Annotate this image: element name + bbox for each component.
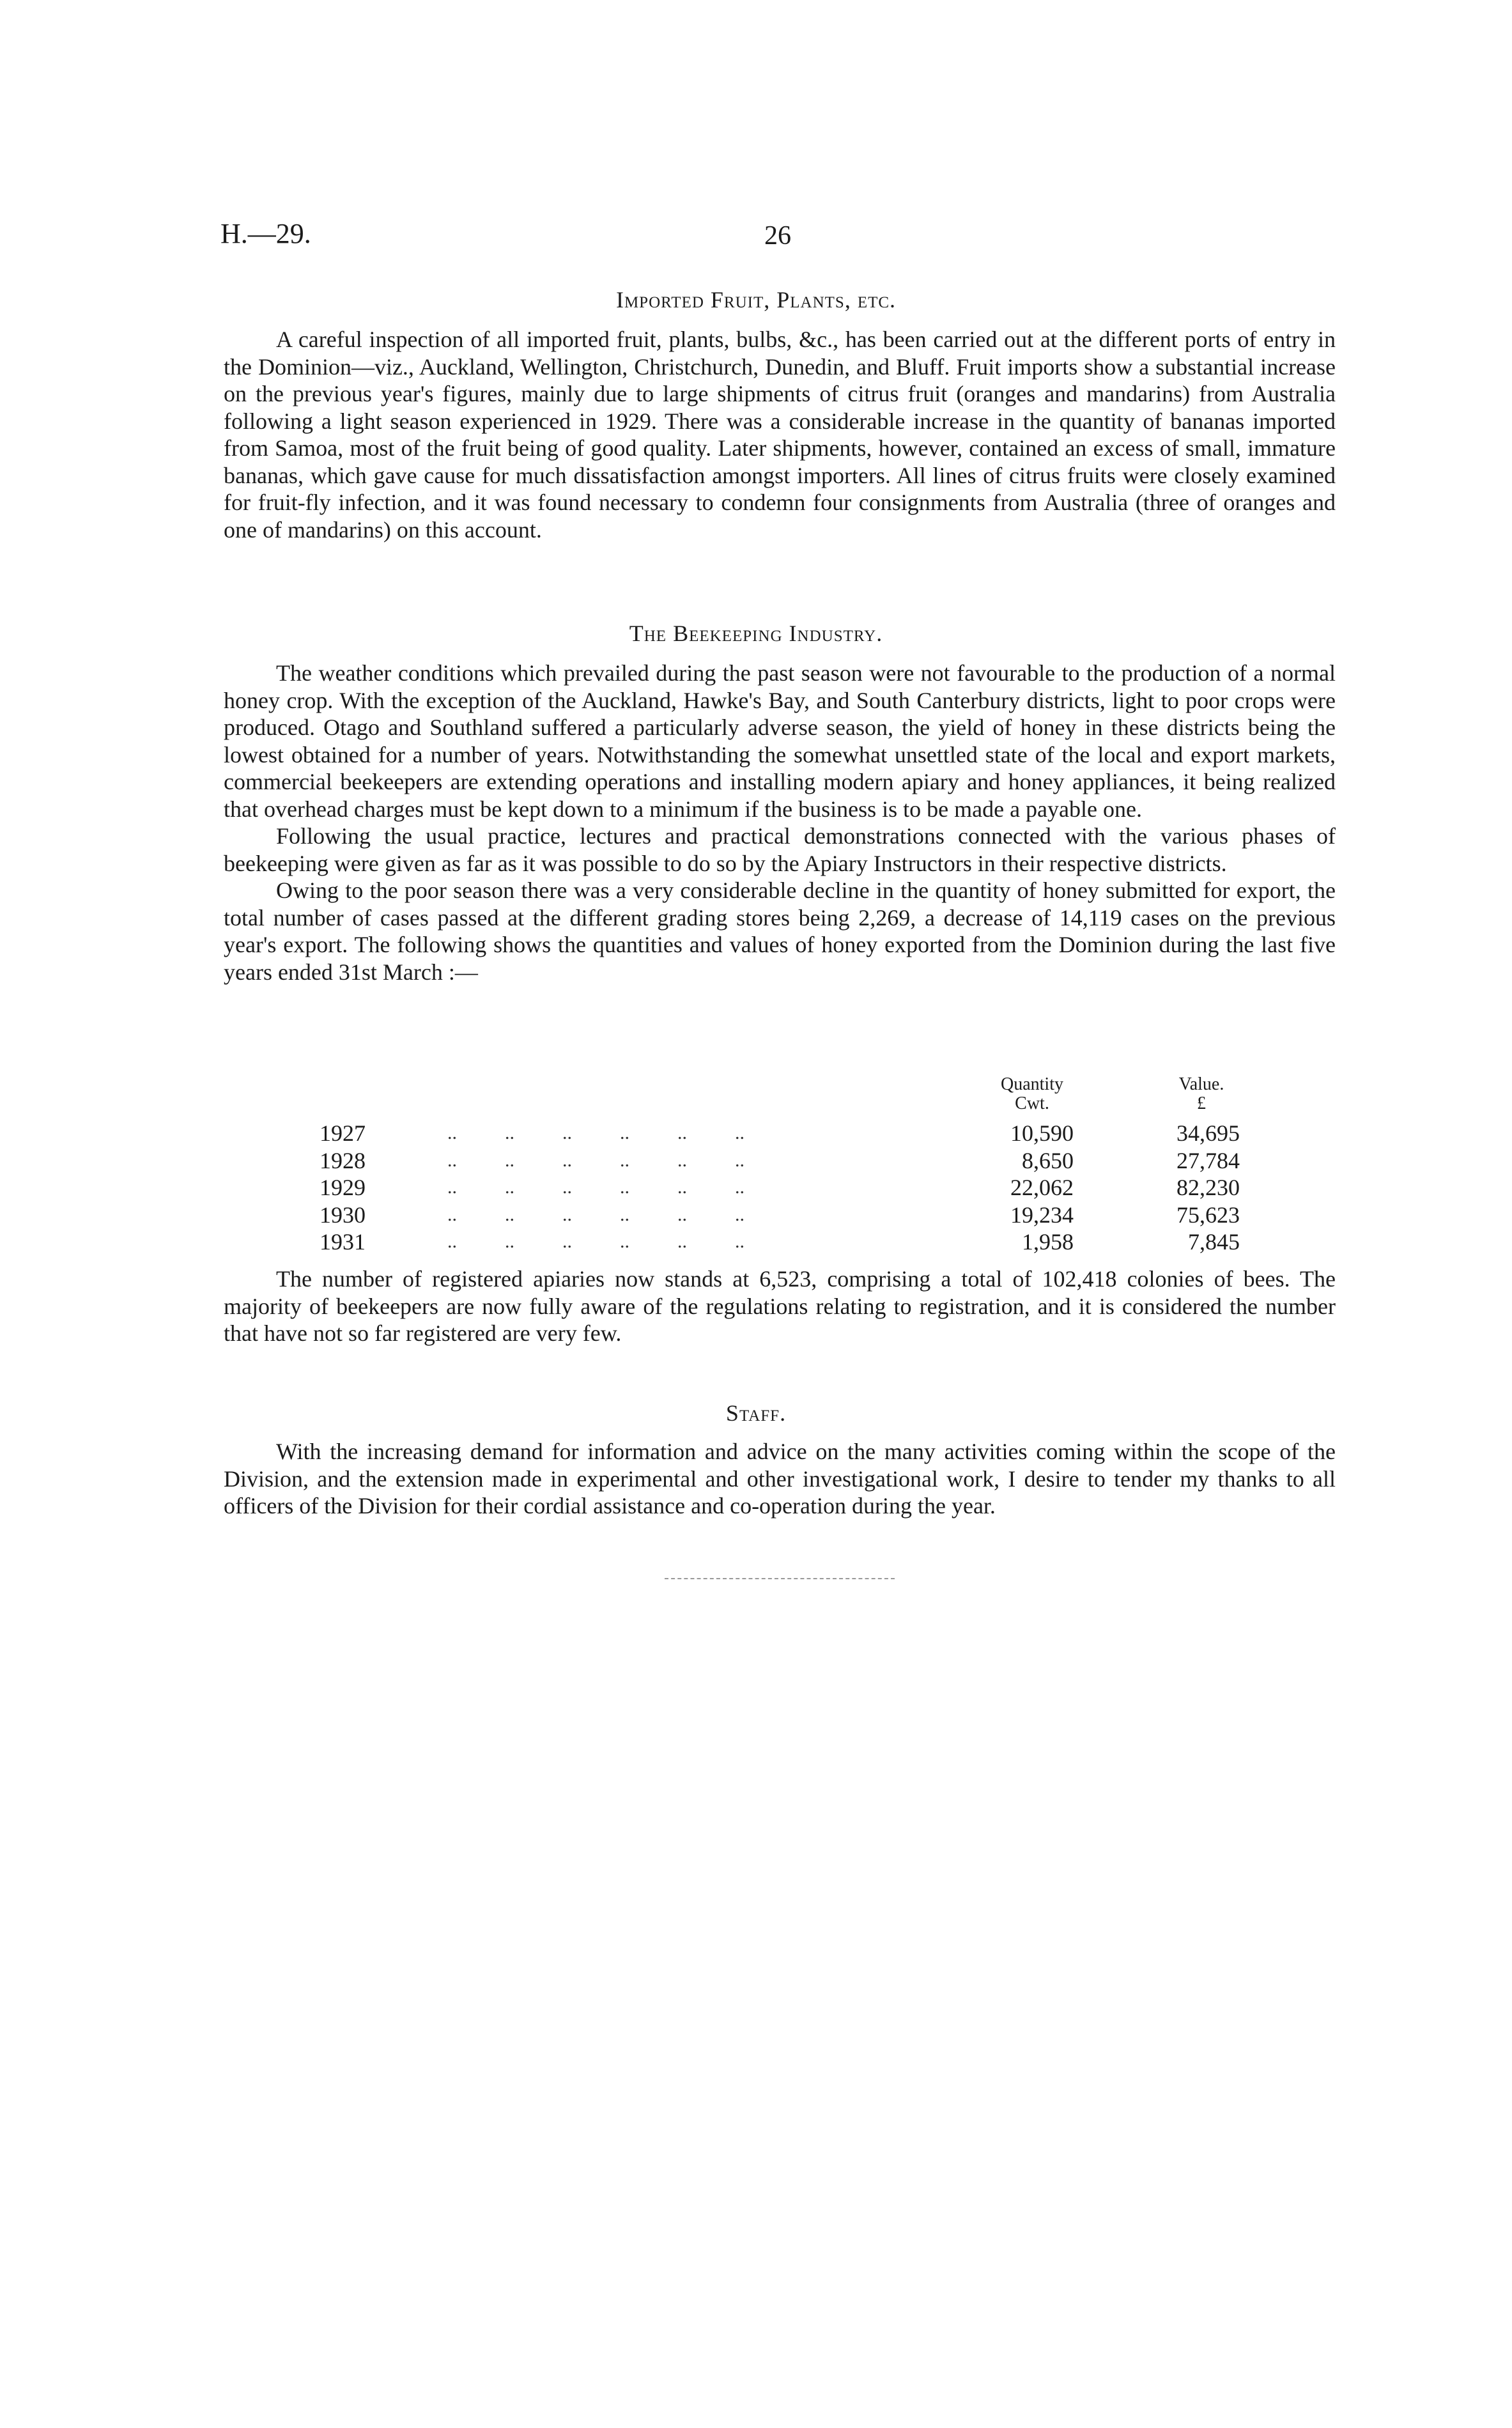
section-staff xyxy=(224,1438,1336,1520)
row-quantity: 19,234 xyxy=(1010,1202,1074,1228)
column-header-value xyxy=(1150,1075,1253,1113)
row-value: 75,623 xyxy=(1176,1202,1240,1228)
dot-leaders: .. .. .. .. .. .. xyxy=(447,1231,744,1252)
row-quantity: 10,590 xyxy=(1010,1120,1074,1146)
table-row xyxy=(320,1202,1253,1229)
paragraph-beekeeping-2: Following the usual practice, lectures and practical demonstrations connected with the various phases of beekeeping were given as far as it was possible to do so by the Apiary Instructors in their respective districts. xyxy=(224,823,1336,876)
row-quantity: 22,062 xyxy=(1010,1175,1074,1200)
row-quantity: 1,958 xyxy=(1022,1229,1074,1255)
paragraph-beekeeping-3: Owing to the poor season there was a very considerable decline in the quantity of honey submitted for export, the total number of cases passed at the different grading stores being 2,269, a decrease of 14,119 cases on the previous year's export. The following shows the quantities and values of honey exported from the Dominion during the last five years ended 31st March :— xyxy=(224,878,1336,985)
column-header-quantity-label: Quantity xyxy=(1001,1074,1063,1094)
heading-staff: Staff. xyxy=(725,1400,787,1426)
table-row xyxy=(320,1120,1253,1147)
row-year: 1929 xyxy=(320,1175,366,1200)
paragraph-imported-fruit-1: A careful inspection of all imported fruit, plants, bulbs, &c., has been carried out at the different ports of entry in the Dominion—viz., Auckland, Wellington, Christchurch, Dunedin, and Bluff. Fruit imports show a substantial increase on the previous year's figures, mainly due to large shipments of citrus fruit (oranges and mandarins) from Australia following a light season experienced in 1929. There was a considerable increase in the quantity of bananas imported from Samoa, most of the fruit being of good quality. Later shipments, however, contained an excess of small, immature bananas, which gave cause for much dissatisfaction amongst importers. All lines of citrus fruits were closely examined for fruit-fly infection, and it was found necessary to condemn four consignments from Australia (three of oranges and one of mandarins) on this account. xyxy=(224,327,1336,543)
paragraph-beekeeping-1: The weather conditions which prevailed during the past season were not favourable to the production of a normal honey crop. With the exception of the Auckland, Hawke's Bay, and South Canterbury districts, light to poor crops were produced. Otago and Southland suffered a particularly adverse season, the yield of honey in these districts being the lowest obtained for a number of years. Notwithstanding the somewhat unsettled state of the local and export markets, commercial beekeepers are extending operations and installing modern apiary and honey appliances, it being realized that overhead charges must be kept down to a minimum if the business is to be made a payable one. xyxy=(224,660,1336,822)
table-body xyxy=(320,1120,1253,1256)
row-year: 1931 xyxy=(320,1229,366,1255)
table-row xyxy=(320,1228,1253,1256)
column-header-value-unit: £ xyxy=(1197,1094,1206,1113)
column-header-quantity xyxy=(978,1075,1086,1113)
dot-leaders: .. .. .. .. .. .. xyxy=(447,1122,744,1143)
section-imported-fruit xyxy=(224,326,1336,543)
row-value: 34,695 xyxy=(1176,1120,1240,1146)
heading-imported-fruit: Imported Fruit, Plants, etc. xyxy=(615,287,897,313)
table-row xyxy=(320,1174,1253,1202)
paragraph-apiaries: The number of registered apiaries now stands at 6,523, comprising a total of 102,418 colonies of bees. The majority of beekeepers are now fully aware of the regulations relating to registration, and it is considered the number that have not so far registered are very few. xyxy=(224,1266,1336,1346)
row-year: 1928 xyxy=(320,1147,366,1173)
dot-leaders: .. .. .. .. .. .. xyxy=(447,1177,744,1198)
dot-leaders: .. .. .. .. .. .. xyxy=(447,1149,744,1171)
row-year: 1930 xyxy=(320,1202,366,1228)
row-value: 27,784 xyxy=(1176,1147,1240,1173)
end-rule xyxy=(665,1578,895,1579)
paragraph-staff: With the increasing demand for information and advice on the many activities coming within the scope of the Division, and the extension made in experimental and other investigational work, I desire to tender my thanks to all officers of the Division for their cordial assistance and co-operation during the year. xyxy=(224,1439,1336,1519)
row-value: 82,230 xyxy=(1176,1175,1240,1200)
heading-beekeeping: The Beekeeping Industry. xyxy=(629,621,883,646)
column-header-quantity-unit: Cwt. xyxy=(1015,1094,1049,1113)
row-value: 7,845 xyxy=(1188,1229,1240,1255)
page-number: 26 xyxy=(764,221,791,251)
column-header-value-label: Value. xyxy=(1178,1074,1224,1094)
section-beekeeping xyxy=(224,660,1336,986)
row-year: 1927 xyxy=(320,1120,366,1146)
table-row xyxy=(320,1147,1253,1175)
section-apiaries xyxy=(224,1265,1336,1347)
dot-leaders: .. .. .. .. .. .. xyxy=(447,1203,744,1225)
document-reference: H.—29. xyxy=(220,218,311,249)
row-quantity: 8,650 xyxy=(1022,1147,1074,1173)
